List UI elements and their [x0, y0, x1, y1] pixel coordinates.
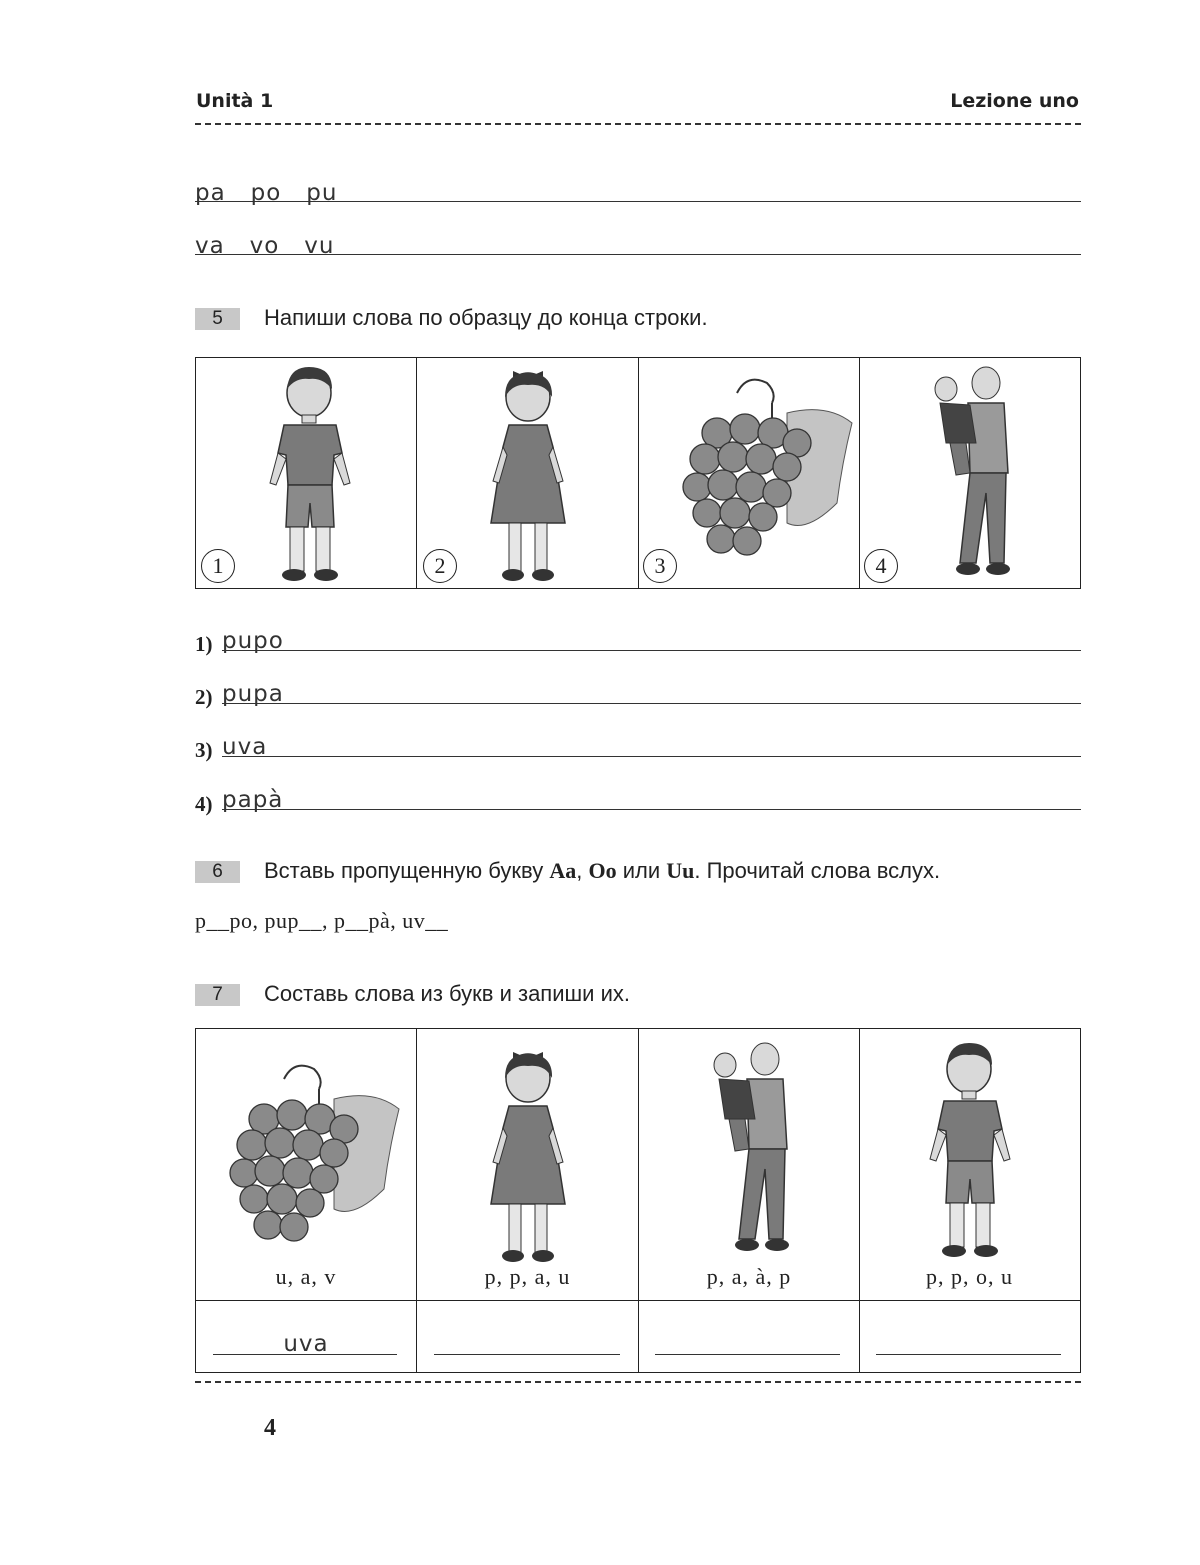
- sample-word: pupo: [222, 628, 284, 654]
- answer-line[interactable]: [213, 1354, 397, 1355]
- line-label: 3): [195, 738, 213, 762]
- writing-line: [222, 703, 1081, 704]
- line-label: 4): [195, 792, 213, 816]
- copy-sample-2: va vo vu: [195, 233, 335, 259]
- exercise-number-5: 5: [195, 308, 240, 330]
- picture-cell-1: [196, 358, 417, 588]
- exercise-5-picture-grid: [195, 357, 1081, 589]
- card-4: [860, 1029, 1079, 1372]
- footer-divider: [195, 1381, 1081, 1383]
- letter-o: Oo: [588, 858, 617, 883]
- picture-number-badge: 1: [201, 549, 235, 583]
- page-number: 4: [264, 1415, 276, 1441]
- letter-a: Aa: [549, 858, 577, 883]
- sample-word: uva: [222, 734, 268, 760]
- scrambled-letters: p, a, à, p: [706, 1264, 792, 1289]
- grapes-picture: [677, 373, 857, 563]
- answer-line[interactable]: [434, 1354, 620, 1355]
- letter-u: Uu: [666, 858, 695, 883]
- girl-picture: [475, 363, 585, 585]
- scrambled-letters: p, p, o, u: [926, 1264, 1013, 1289]
- picture-number-badge: 2: [423, 549, 457, 583]
- separator: или: [616, 858, 667, 883]
- instruction-text: Вставь пропущенную букву: [264, 858, 550, 883]
- writing-line: [222, 756, 1081, 757]
- card-2: [417, 1029, 639, 1372]
- line-label: 2): [195, 685, 213, 709]
- exercise-number-7: 7: [195, 984, 240, 1006]
- picture-number-badge: 4: [864, 549, 898, 583]
- exercise-7-card-grid: [195, 1028, 1081, 1373]
- lesson-title: Lezione uno: [950, 90, 1079, 112]
- picture-number-badge: 3: [643, 549, 677, 583]
- card-1: [196, 1029, 417, 1372]
- exercise-6-instruction: [264, 858, 940, 884]
- header-divider: [195, 123, 1081, 125]
- boy-picture: [916, 1039, 1026, 1261]
- picture-cell-2: [417, 358, 639, 588]
- card-3: [639, 1029, 860, 1372]
- writing-line: [195, 201, 1081, 202]
- answer-word: uva: [283, 1331, 329, 1357]
- unit-title: Unità 1: [196, 90, 274, 112]
- instruction-text: . Прочитай слова вслух.: [694, 858, 941, 883]
- answer-line[interactable]: [876, 1354, 1061, 1355]
- grapes-picture: [224, 1059, 404, 1249]
- line-label: 1): [195, 632, 213, 656]
- writing-line: [222, 809, 1081, 810]
- girl-picture: [475, 1044, 585, 1266]
- scrambled-letters: p, p, a, u: [484, 1264, 571, 1289]
- exercise-7-instruction: Составь слова из букв и запиши их.: [264, 981, 630, 1006]
- writing-line: [195, 254, 1081, 255]
- picture-cell-3: [639, 358, 860, 588]
- father-picture: [920, 363, 1030, 585]
- exercise-6-words[interactable]: p__po, pup__, p__pà, uv__: [195, 908, 449, 933]
- scrambled-letters: u, a, v: [275, 1264, 337, 1289]
- exercise-number-6: 6: [195, 861, 240, 883]
- answer-line[interactable]: [655, 1354, 840, 1355]
- writing-line: [222, 650, 1081, 651]
- sample-word: pupa: [222, 681, 284, 707]
- separator: ,: [576, 858, 589, 883]
- exercise-5-instruction: Напиши слова по образцу до конца строки.: [264, 305, 708, 330]
- sample-word: papà: [222, 787, 284, 813]
- boy-picture: [256, 363, 366, 585]
- father-picture: [699, 1039, 809, 1261]
- copy-sample-1: pa po pu: [195, 180, 338, 206]
- picture-cell-4: [860, 358, 1079, 588]
